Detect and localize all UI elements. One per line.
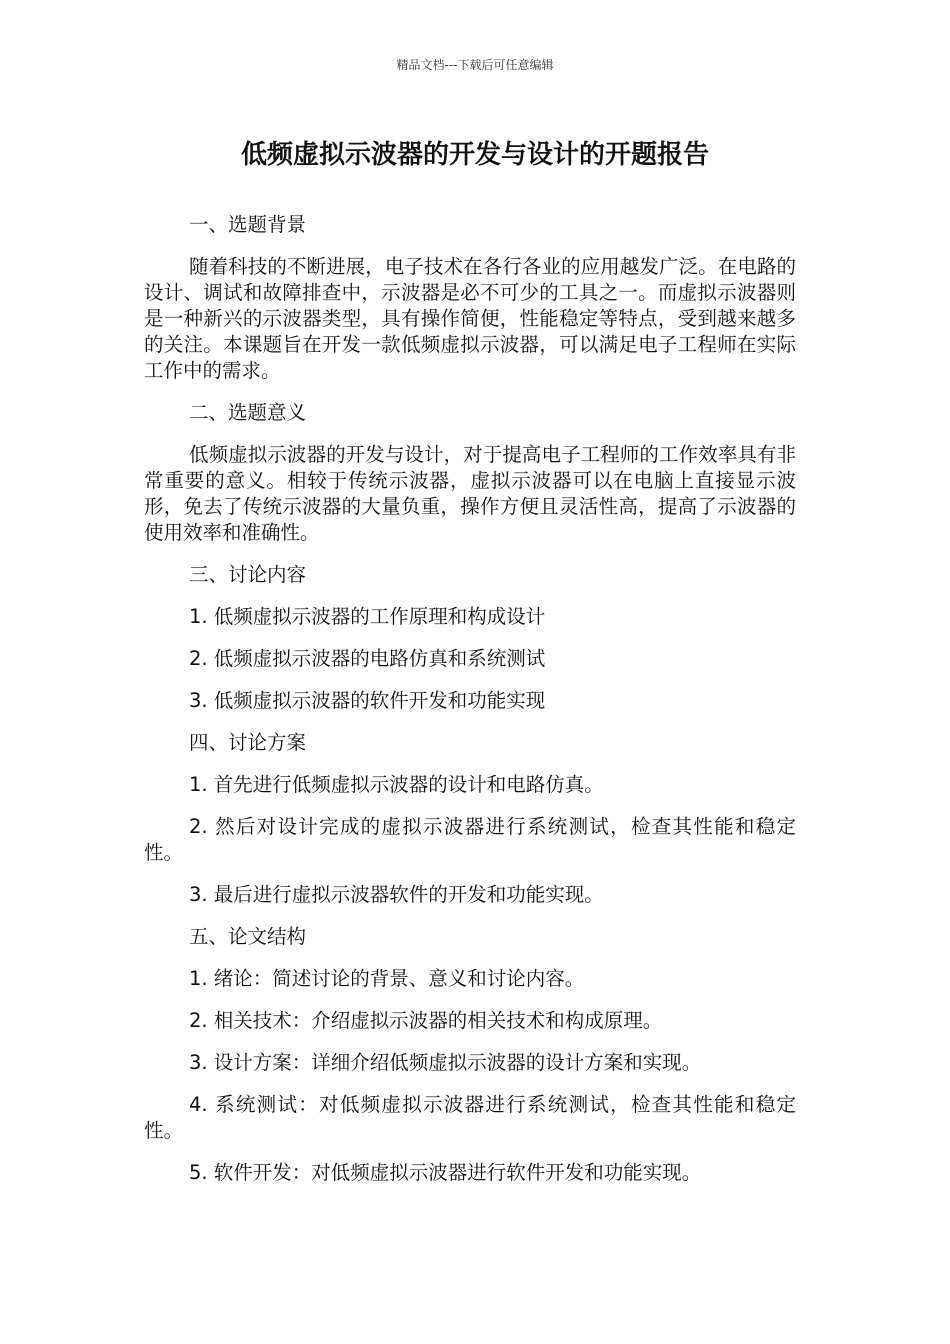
page-header: 精品文档---下载后可任意编辑 — [396, 58, 554, 72]
section-heading-background: 一、选题背景 — [189, 213, 307, 236]
list-item: 1. 低频虚拟示波器的工作原理和构成设计 — [189, 605, 546, 628]
list-item: 2. 相关技术：介绍虚拟示波器的相关技术和构成原理。 — [189, 1009, 663, 1032]
list-item: 3. 最后进行虚拟示波器软件的开发和功能实现。 — [189, 883, 604, 906]
document-title: 低频虚拟示波器的开发与设计的开题报告 — [240, 140, 709, 170]
section-heading-content: 三、讨论内容 — [189, 563, 307, 586]
list-item: 3. 低频虚拟示波器的软件开发和功能实现 — [189, 689, 546, 712]
list-item: 2. 然后对设计完成的虚拟示波器进行系统测试，检查其性能和稳定性。 — [144, 815, 796, 864]
section-body-background: 随着科技的不断进展，电子技术在各行各业的应用越发广泛。在电路的设计、调试和故障排查中，示波器是必不可少的工具之一。而虚拟示波器则是一种新兴的示波器类型，具有操作简便，性能稳定等特点，受到越来越多的关注。本课题旨在开发一款低频虚拟示波器，可以满足电子工程师在实际工作中的需求。 — [144, 255, 796, 382]
list-item: 2. 低频虚拟示波器的电路仿真和系统测试 — [189, 647, 546, 670]
document-body — [144, 212, 796, 1202]
list-item: 4. 系统测试：对低频虚拟示波器进行系统测试，检查其性能和稳定性。 — [144, 1093, 796, 1142]
list-item: 1. 首先进行低频虚拟示波器的设计和电路仿真。 — [189, 773, 604, 796]
section-heading-plan: 四、讨论方案 — [189, 731, 307, 754]
section-heading-structure: 五、论文结构 — [189, 925, 307, 948]
section-heading-significance: 二、选题意义 — [189, 401, 307, 424]
list-item: 1. 绪论：简述讨论的背景、意义和讨论内容。 — [189, 967, 585, 990]
list-item: 5. 软件开发：对低频虚拟示波器进行软件开发和功能实现。 — [189, 1161, 702, 1184]
section-body-significance: 低频虚拟示波器的开发与设计，对于提高电子工程师的工作效率具有非常重要的意义。相较于传统示波器，虚拟示波器可以在电脑上直接显示波形，免去了传统示波器的大量负重，操作方便且灵活性高，提高了示波器的使用效率和准确性。 — [144, 443, 796, 544]
list-item: 3. 设计方案：详细介绍低频虚拟示波器的设计方案和实现。 — [189, 1051, 702, 1074]
